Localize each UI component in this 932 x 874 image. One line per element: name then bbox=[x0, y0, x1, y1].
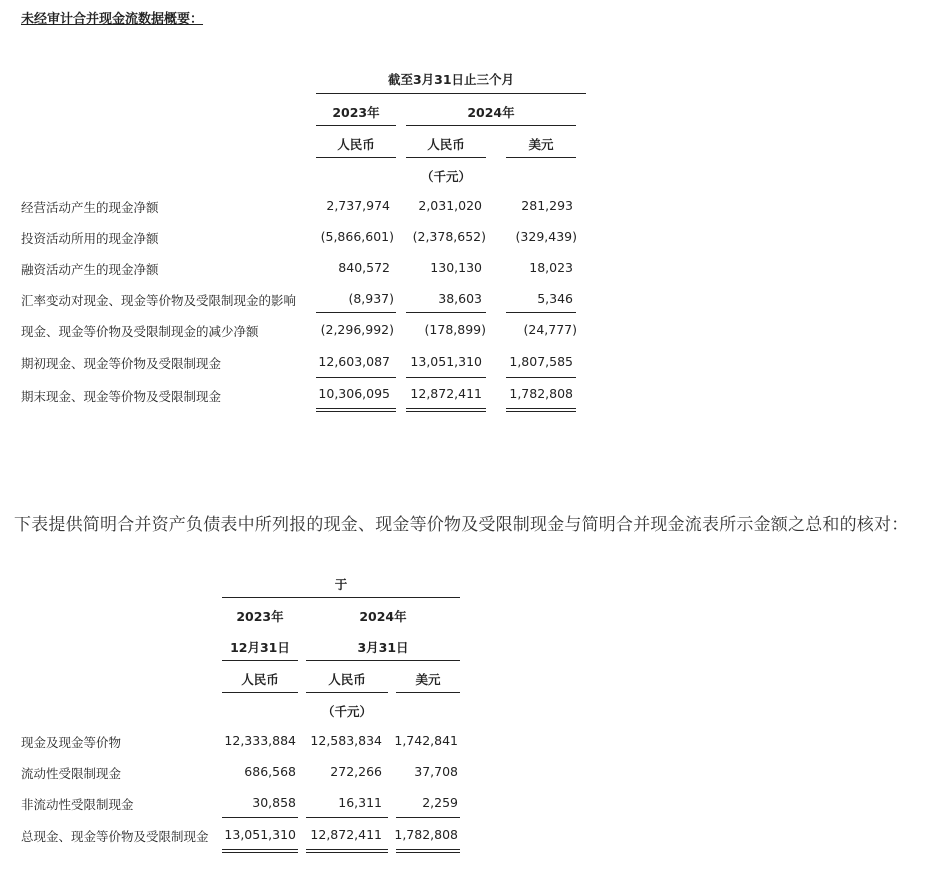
row-value: 272,266 bbox=[330, 764, 382, 779]
row-label: 流动性受限制现金 bbox=[21, 766, 122, 781]
row-value: 12,872,411 bbox=[410, 386, 482, 401]
row-label: 期初现金、现金等价物及受限制现金 bbox=[21, 356, 222, 371]
row-value: 2,259 bbox=[422, 795, 458, 810]
year-2024-header: 2024年 bbox=[467, 105, 515, 120]
row-label: 汇率变动对现金、现金等价物及受限制现金的影响 bbox=[21, 293, 297, 308]
row-label: 经营活动产生的现金净额 bbox=[21, 200, 159, 215]
row-value: 10,306,095 bbox=[318, 386, 390, 401]
page-title: 未经审计合并现金流数据概要： bbox=[21, 12, 204, 27]
row-value: 12,603,087 bbox=[318, 354, 390, 369]
currency-header: 美元 bbox=[415, 672, 441, 687]
row-value: 1,742,841 bbox=[394, 733, 458, 748]
row-value: (8,937) bbox=[348, 291, 394, 306]
row-value: (178,899) bbox=[424, 322, 486, 337]
row-value: (24,777) bbox=[523, 322, 577, 337]
currency-header: 人民币 bbox=[337, 137, 375, 152]
currency-header: 人民币 bbox=[328, 672, 366, 687]
row-label: 投资活动所用的现金净额 bbox=[21, 231, 159, 246]
row-value: 13,051,310 bbox=[410, 354, 482, 369]
row-label: 非流动性受限制现金 bbox=[21, 797, 134, 812]
row-label: 现金及现金等价物 bbox=[21, 735, 122, 750]
date-2024-header: 3月31日 bbox=[357, 640, 409, 655]
row-value: 30,858 bbox=[252, 795, 296, 810]
row-value: 840,572 bbox=[338, 260, 390, 275]
unit-header: （千元） bbox=[321, 704, 372, 719]
year-2024-header: 2024年 bbox=[359, 609, 407, 624]
row-value: 5,346 bbox=[537, 291, 573, 306]
row-value: 38,603 bbox=[438, 291, 482, 306]
year-2023-header: 2023年 bbox=[236, 609, 284, 624]
row-value: 1,807,585 bbox=[509, 354, 573, 369]
row-value: 12,333,884 bbox=[224, 733, 296, 748]
row-value: 2,031,020 bbox=[418, 198, 482, 213]
row-value: (329,439) bbox=[515, 229, 577, 244]
row-value: 37,708 bbox=[414, 764, 458, 779]
row-label: 融资活动产生的现金净额 bbox=[21, 262, 159, 277]
row-value: 686,568 bbox=[244, 764, 296, 779]
row-value: 16,311 bbox=[338, 795, 382, 810]
intro-paragraph: 下表提供简明合并资产负债表中所列报的现金、现金等价物及受限制现金与简明合并现金流表所示金额之总和的核对： bbox=[14, 515, 909, 535]
unit-header: （千元） bbox=[420, 169, 471, 184]
row-value: (5,866,601) bbox=[320, 229, 394, 244]
row-label: 期末现金、现金等价物及受限制现金 bbox=[21, 389, 222, 404]
row-label: 现金、现金等价物及受限制现金的减少净额 bbox=[21, 324, 259, 339]
row-value: 281,293 bbox=[521, 198, 573, 213]
row-value: 12,583,834 bbox=[310, 733, 382, 748]
currency-header: 人民币 bbox=[241, 672, 279, 687]
period-header: 截至3月31日止三个月 bbox=[387, 72, 515, 87]
row-value: 1,782,808 bbox=[394, 827, 458, 842]
currency-header: 人民币 bbox=[427, 137, 465, 152]
row-value: 12,872,411 bbox=[310, 827, 382, 842]
row-label: 总现金、现金等价物及受限制现金 bbox=[21, 829, 209, 844]
row-value: (2,296,992) bbox=[320, 322, 394, 337]
date-2023-header: 12月31日 bbox=[230, 640, 290, 655]
row-value: 18,023 bbox=[529, 260, 573, 275]
row-value: 13,051,310 bbox=[224, 827, 296, 842]
as-of-header: 于 bbox=[334, 577, 348, 592]
row-value: 2,737,974 bbox=[326, 198, 390, 213]
row-value: (2,378,652) bbox=[412, 229, 486, 244]
row-value: 130,130 bbox=[430, 260, 482, 275]
row-value: 1,782,808 bbox=[509, 386, 573, 401]
year-2023-header: 2023年 bbox=[332, 105, 380, 120]
currency-header: 美元 bbox=[528, 137, 554, 152]
